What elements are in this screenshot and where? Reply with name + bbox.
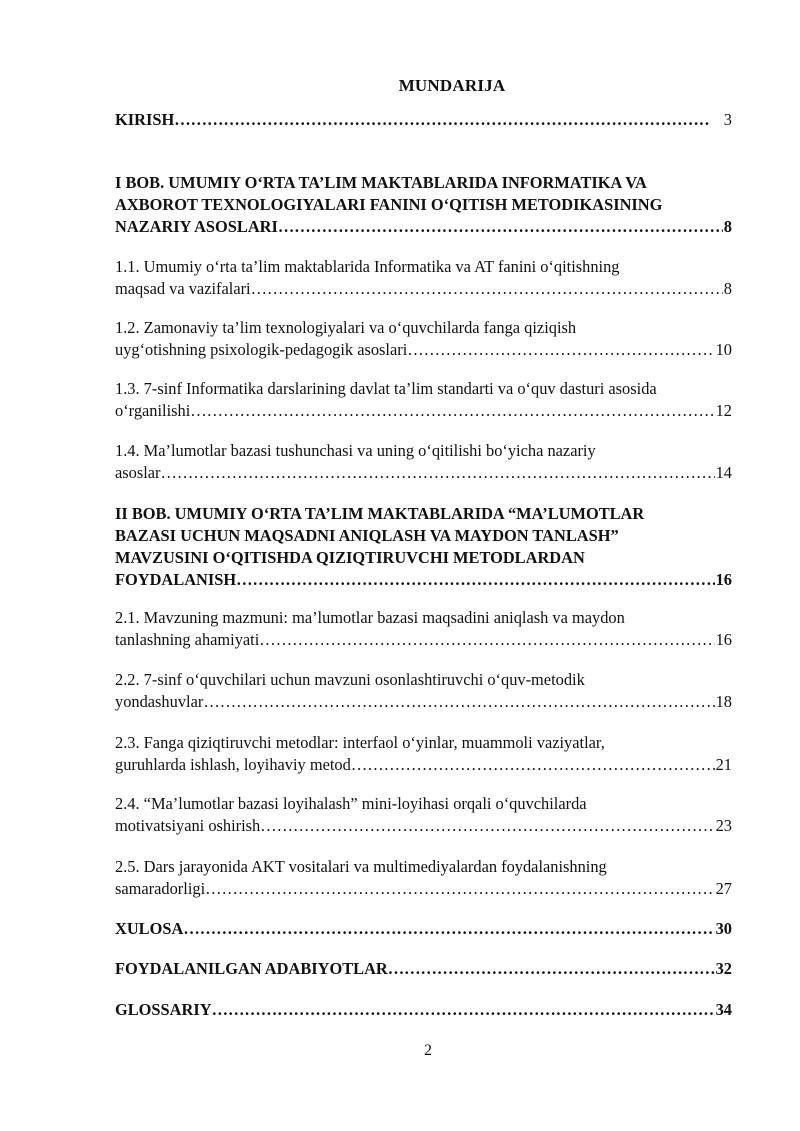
toc-entry-2-4[interactable] xyxy=(115,793,732,837)
toc-entry-1-3[interactable] xyxy=(115,378,732,422)
toc-entry-title: o‘rganilishi xyxy=(115,401,191,420)
toc-entry-title: samaradorligi xyxy=(115,879,206,898)
toc-entry-2-2[interactable] xyxy=(115,669,732,713)
toc-entry-line: 1.1. Umumiy o‘rta ta’lim maktablarida Informatika va AT fanini o‘qitishning xyxy=(115,257,620,276)
toc-page-number: 10 xyxy=(715,340,732,359)
toc-page-number: 8 xyxy=(723,279,732,298)
toc-entry-title: FOYDALANISH xyxy=(115,570,237,589)
toc-entry-chapter-1[interactable] xyxy=(115,172,732,238)
toc-entry-line: BAZASI UCHUN MAQSADNI ANIQLASH VA MAYDON TANLASH” xyxy=(115,526,619,545)
toc-leader-dots xyxy=(278,216,723,238)
toc-entry-line: 1.4. Ma’lumotlar bazasi tushunchasi va uning o‘qitilishi bo‘yicha nazariy xyxy=(115,441,596,460)
toc-entry-1-2[interactable] xyxy=(115,317,732,361)
toc-entry-line: AXBOROT TEXNOLOGIYALARI FANINI O‘QITISH METODIKASINING xyxy=(115,195,663,214)
toc-page-number: 3 xyxy=(723,110,732,129)
toc-entry-line: II BOB. UMUMIY O‘RTA TA’LIM MAKTABLARIDA “MA’LUMOTLAR xyxy=(115,504,645,523)
toc-page-number: 30 xyxy=(715,919,732,938)
toc-entry-xulosa[interactable] xyxy=(115,918,732,940)
toc-page-number: 16 xyxy=(715,630,732,649)
toc-entry-title: tanlashning ahamiyati xyxy=(115,630,260,649)
toc-leader-dots xyxy=(174,109,710,131)
toc-leader-dots xyxy=(251,278,723,300)
toc-leader-dots xyxy=(183,918,714,940)
toc-page-number: 16 xyxy=(715,570,732,589)
toc-page-number: 27 xyxy=(715,879,732,898)
toc-leader-dots xyxy=(260,815,714,837)
page-title: MUNDARIJA xyxy=(398,76,506,95)
toc-entry-line: 2.2. 7-sinf o‘quvchilari uchun mavzuni osonlashtiruvchi o‘quv-metodik xyxy=(115,670,585,689)
toc-entry-line: MAVZUSINI O‘QITISHDA QIZIQTIRUVCHI METODLARDAN xyxy=(115,548,585,567)
toc-leader-dots xyxy=(236,569,714,591)
toc-entry-title: XULOSA xyxy=(115,919,184,938)
toc-page-number: 21 xyxy=(715,755,732,774)
toc-leader-dots xyxy=(407,339,714,361)
page-number: 2 xyxy=(424,1042,432,1059)
toc-page-number: 34 xyxy=(715,1000,732,1019)
toc-entry-glossariy[interactable] xyxy=(115,999,732,1021)
toc-entry-2-3[interactable] xyxy=(115,732,732,776)
toc-entry-title: yondashuvlar xyxy=(115,692,204,711)
toc-leader-dots xyxy=(190,400,714,422)
toc-page-number: 32 xyxy=(715,959,732,978)
toc-leader-dots xyxy=(205,878,714,900)
toc-leader-dots xyxy=(203,691,714,713)
toc-page-number: 14 xyxy=(715,463,732,482)
toc-leader-dots xyxy=(161,462,715,484)
toc-page-number: 23 xyxy=(715,816,732,835)
toc-entry-title: guruhlarda ishlash, loyihaviy metod xyxy=(115,755,351,774)
toc-entry-title: FOYDALANILGAN ADABIYOTLAR xyxy=(115,959,388,978)
toc-entry-title: motivatsiyani oshirish xyxy=(115,816,261,835)
toc-entry-adabiyotlar[interactable] xyxy=(115,958,732,980)
toc-entry-1-1[interactable] xyxy=(115,256,732,300)
toc-entry-2-5[interactable] xyxy=(115,856,732,900)
toc-page-number: 8 xyxy=(723,217,732,236)
toc-entry-title: GLOSSARIY xyxy=(115,1000,212,1019)
toc-page-number: 18 xyxy=(715,692,732,711)
toc-page-number: 12 xyxy=(715,401,732,420)
toc-entry-line: 2.4. “Ma’lumotlar bazasi loyihalash” mini-loyihasi orqali o‘quvchilarda xyxy=(115,794,587,813)
toc-entry-line: 2.1. Mavzuning mazmuni: ma’lumotlar bazasi maqsadini aniqlash va maydon xyxy=(115,608,625,627)
toc-leader-dots xyxy=(351,754,715,776)
toc-entry-1-4[interactable] xyxy=(115,440,732,484)
toc-entry-title: KIRISH xyxy=(115,110,175,129)
toc-entry-line: 1.3. 7-sinf Informatika darslarining davlat ta’lim standarti va o‘quv dasturi asosida xyxy=(115,379,657,398)
toc-entry-title: NAZARIY ASOSLARI xyxy=(115,217,278,236)
toc-entry-title: asoslar xyxy=(115,463,161,482)
toc-entry-chapter-2[interactable] xyxy=(115,503,732,591)
toc-entry-kirish[interactable] xyxy=(115,109,732,131)
toc-leader-dots xyxy=(259,629,714,651)
toc-entry-line: 2.3. Fanga qiziqtiruvchi metodlar: interfaol o‘yinlar, muammoli vaziyatlar, xyxy=(115,733,605,752)
toc-entry-line: 1.2. Zamonaviy ta’lim texnologiyalari va o‘quvchilarda fanga qiziqish xyxy=(115,318,577,337)
toc-entry-title: uyg‘otishning psixologik-pedagogik asoslari xyxy=(115,340,408,359)
toc-leader-dots xyxy=(388,958,715,980)
toc-leader-dots xyxy=(212,999,715,1021)
toc-entry-line: I BOB. UMUMIY O‘RTA TA’LIM MAKTABLARIDA INFORMATIKA VA xyxy=(115,173,647,192)
toc-entry-title: maqsad va vazifalari xyxy=(115,279,251,298)
toc-entry-2-1[interactable] xyxy=(115,607,732,651)
toc-entry-line: 2.5. Dars jarayonida AKT vositalari va multimediyalardan foydalanishning xyxy=(115,857,607,876)
